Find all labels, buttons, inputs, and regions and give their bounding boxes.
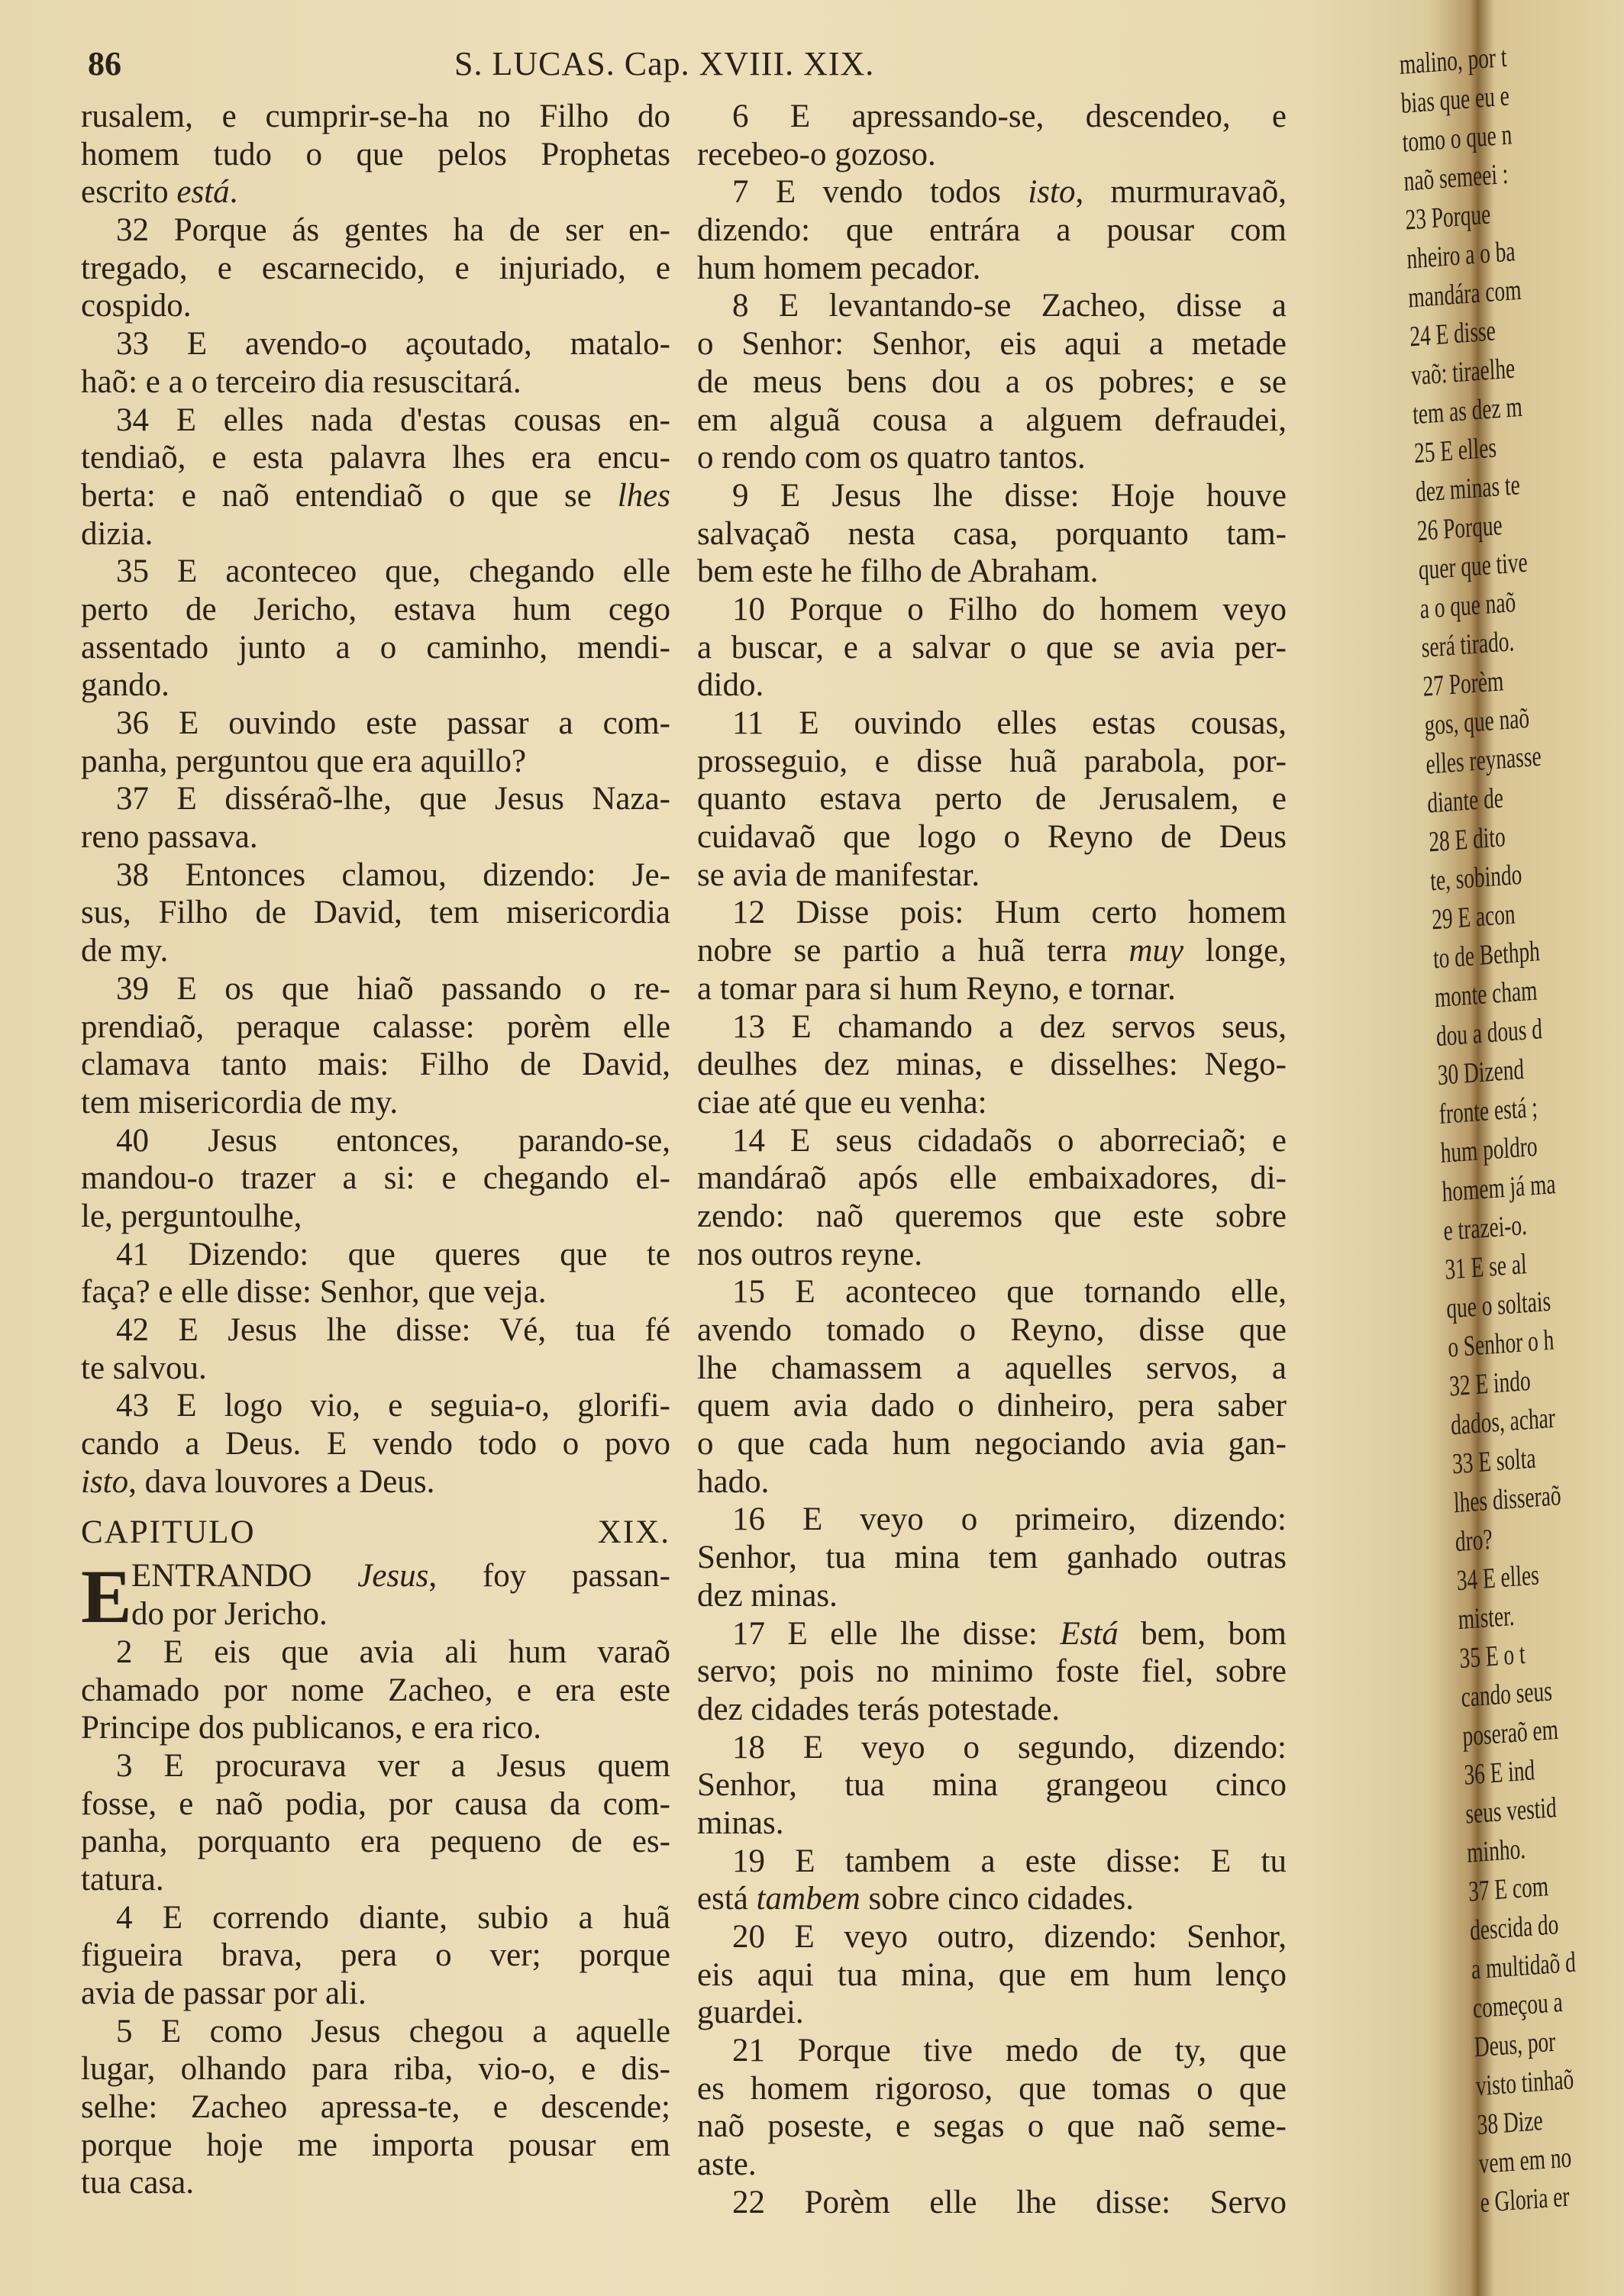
facing-page-line: 35 E o t [1458, 1637, 1526, 1675]
right-column [697, 98, 1287, 2222]
facing-page-line: minho. [1466, 1833, 1526, 1869]
text-line: o que cada hum negociando avia gan- [697, 1426, 1287, 1462]
facing-page-line: 26 Porque [1416, 509, 1503, 548]
text-line: homem tudo o que pelos Prophetas [81, 136, 670, 173]
facing-page-line: 33 E solta [1451, 1442, 1537, 1481]
text-line: nobre se partio a huã terra muy longe, [697, 933, 1287, 969]
text-line: 4 E correndo diante, subio a huã [116, 1899, 670, 1936]
text-line: 42 E Jesus lhe disse: Vé, tua fé [116, 1312, 670, 1348]
text-line: perto de Jericho, estava hum cego [81, 591, 670, 627]
text-line: figueira brava, pera o ver; porque [81, 1937, 670, 1974]
text-line: mandáraõ após elle embaixadores, di- [697, 1160, 1287, 1197]
facing-page-line: mandára com [1407, 273, 1522, 314]
facing-page-line: 34 E elles [1456, 1559, 1540, 1598]
text-line: deulhes dez minas, e disselhes: Nego- [697, 1046, 1287, 1083]
text-line: quanto estava perto de Jerusalem, e [697, 781, 1287, 817]
verse-paragraph [697, 1122, 1287, 1274]
page-number: 86 [88, 45, 121, 82]
verse-paragraph [697, 1615, 1287, 1729]
verses-chapter-18 [81, 98, 670, 1501]
verse-paragraph [697, 894, 1287, 1008]
page-header [80, 44, 935, 90]
text-line: chamado por nome Zacheo, e era este [81, 1672, 670, 1708]
text-line: dizia. [81, 515, 153, 552]
text-line: 5 E como Jesus chegou a aquelle [116, 2013, 670, 2049]
drop-cap: E [81, 1554, 132, 1640]
verse-paragraph [697, 1918, 1287, 2032]
verse-paragraph [81, 1633, 670, 1747]
text-line: servo; pois no minimo foste fiel, sobre [697, 1653, 1287, 1690]
verse-paragraph [81, 1387, 670, 1501]
facing-page-line: visto tinhaõ [1475, 2063, 1574, 2103]
facing-page-line: monte cham [1434, 974, 1538, 1014]
text-line: recebeo-o gozoso. [697, 136, 936, 173]
text-line: haõ: e a o terceiro dia resuscitará. [81, 363, 521, 400]
text-line: o rendo com os quatro tantos. [697, 440, 1086, 476]
facing-page-line: 24 E disse [1409, 314, 1496, 353]
text-line: tatura. [81, 1861, 164, 1898]
text-line: 15 E aconteceo que tornando elle, [732, 1274, 1287, 1311]
verse-paragraph [81, 705, 670, 780]
facing-page-line: malino, por t [1399, 40, 1508, 81]
text-line: 40 Jesus entonces, parando-se, [116, 1122, 670, 1159]
text-line: fosse, e naõ podia, por causa da com- [81, 1785, 670, 1822]
verse-paragraph [81, 780, 670, 856]
facing-page-line: diante de [1426, 782, 1504, 820]
text-line: a buscar, e a salvar o que se avia per- [697, 629, 1287, 666]
verse-paragraph [81, 1122, 670, 1236]
text-line: tua casa. [81, 2165, 195, 2201]
facing-page-line: 36 E ind [1463, 1754, 1535, 1791]
text-line: tem misericordia de my. [81, 1084, 399, 1121]
facing-page-line: 28 E dito [1428, 821, 1506, 859]
facing-page-line: vem em no [1477, 2141, 1572, 2181]
facing-page-line: seus vestid [1464, 1791, 1558, 1830]
text-line: Principe dos publicanos, e era rico. [81, 1710, 542, 1746]
text-line: 18 E veyo o segundo, dizendo: [732, 1729, 1287, 1766]
text-line: Senhor, tua mina tem ganhado outras [697, 1540, 1287, 1576]
verse-paragraph [697, 287, 1287, 476]
verse-paragraph [697, 1501, 1287, 1614]
text-line: le, perguntoulhe, [81, 1198, 302, 1234]
facing-page-line: Deus, por [1474, 2025, 1556, 2064]
facing-page-line: a multidaõ d [1471, 1946, 1577, 1986]
verse-paragraph [697, 1008, 1287, 1122]
text-line: 6 E apressando-se, descendeo, e [732, 98, 1287, 134]
text-line: berta: e naõ entendiaõ o que se lhes [81, 477, 670, 514]
text-line: 3 E procurava ver a Jesus quem [116, 1747, 670, 1784]
facing-page-line: quer que tive [1418, 546, 1529, 587]
text-line: 41 Dizendo: que queres que te [116, 1236, 670, 1272]
facing-page-line: tomo o que n [1401, 118, 1513, 159]
text-line: cuidavaõ que logo o Reyno de Deus [697, 819, 1287, 856]
text-line: prosseguio, e disse huã parabola, por- [697, 743, 1287, 779]
text-line: guardei. [697, 1994, 804, 2031]
text-line: em alguã cousa a alguem defraudei, [697, 401, 1287, 438]
verse-paragraph [697, 477, 1287, 591]
text-line: selhe: Zacheo apressa-te, e descende; [81, 2089, 670, 2126]
text-line: assentado junto a o caminho, mendi- [81, 629, 670, 666]
text-line: 22 Porèm elle lhe disse: Servo [732, 2184, 1287, 2220]
facing-page-line: naõ semeei : [1403, 157, 1509, 198]
text-line: se avia de manifestar. [697, 856, 980, 893]
verse-paragraph [697, 2032, 1287, 2184]
text-line: rusalem, e cumprir-se-ha no Filho do [81, 98, 670, 134]
text-line: 10 Porque o Filho do homem veyo [732, 591, 1287, 627]
text-line: salvaçaõ nesta casa, porquanto tam- [697, 515, 1287, 552]
text-line: gando. [81, 667, 170, 704]
facing-page-line: te, sobindo [1429, 858, 1523, 898]
text-line: 8 E levantando-se Zacheo, disse a [732, 288, 1287, 324]
facing-page-line: cando seus [1460, 1675, 1553, 1714]
text-line: 2 E eis que avia ali hum varaõ [116, 1633, 670, 1670]
facing-page-line: que o soltais [1445, 1285, 1551, 1325]
verse-paragraph [697, 173, 1287, 287]
text-line: eis aqui tua mina, que em hum lenço [697, 1956, 1287, 1993]
text-line: tregado, e escarnecido, e injuriado, e [81, 250, 670, 286]
text-line: 33 E avendo-o açoutado, matalo- [116, 326, 670, 363]
text-line: prendiaõ, peraque calasse: porèm elle [81, 1008, 670, 1045]
text-line: mandou-o trazer a si: e chegando el- [81, 1160, 670, 1197]
verse-paragraph [81, 98, 670, 211]
facing-page-line: dou a dous d [1435, 1013, 1543, 1053]
facing-page-line: to de Bethph [1432, 935, 1541, 975]
text-line: 37 E disséraõ-lhe, que Jesus Naza- [116, 781, 670, 817]
verse-paragraph [697, 2184, 1287, 2222]
text-line: 39 E os que hiaõ passando o re- [116, 970, 670, 1007]
facing-page-line: hum poldro [1439, 1130, 1538, 1169]
facing-page-line: dro? [1454, 1523, 1493, 1559]
text-line: porque hoje me importa pousar em [81, 2127, 670, 2163]
verse-paragraph [81, 1236, 670, 1311]
facing-page-line: o Senhor o h [1447, 1324, 1555, 1364]
verse-paragraph [81, 1899, 670, 2013]
text-line: 7 E vendo todos isto, murmuravaõ, [732, 174, 1287, 211]
text-line: isto, dava louvores a Deus. [81, 1463, 435, 1500]
text-line: 19 E tambem a este disse: E tu [732, 1843, 1287, 1879]
facing-page-line: e trazei-o. [1442, 1208, 1528, 1247]
text-line: dez cidades terás potestade. [697, 1691, 1061, 1727]
verse-paragraph [697, 1843, 1287, 1918]
text-line: 16 E veyo o primeiro, dizendo: [732, 1501, 1287, 1538]
text-line: zendo: naõ queremos que este sobre [697, 1198, 1287, 1234]
text-line: ciae até que eu venha: [697, 1084, 987, 1121]
verse-paragraph [81, 325, 670, 401]
left-column [81, 98, 670, 2202]
text-line: panha, porquanto era pequeno de es- [81, 1824, 670, 1860]
text-line: nos outros reyne. [697, 1236, 922, 1272]
text-line: escrito está. [81, 174, 238, 211]
text-line: 20 E veyo outro, dizendo: Senhor, [732, 1919, 1287, 1955]
text-line: de meus bens dou a os pobres; e se [697, 363, 1287, 400]
facing-page-line: 29 E acon [1431, 898, 1516, 937]
text-line: 9 E Jesus lhe disse: Hoje houve [732, 477, 1287, 514]
text-line: minas. [697, 1804, 784, 1841]
text-line: lhe chamassem a aquelles servos, a [697, 1350, 1287, 1386]
facing-page-line: 38 Dize [1477, 2104, 1544, 2142]
text-line: lugar, olhando para riba, vio-o, e dis- [81, 2051, 670, 2088]
facing-page-line: e Gloria er [1479, 2180, 1571, 2220]
text-line: naõ poseste, e segas o que naõ seme- [697, 2108, 1287, 2145]
facing-page-line: lhes disseraõ [1453, 1479, 1562, 1520]
text-line: te salvou. [81, 1350, 207, 1386]
text-line: faça? e elle disse: Senhor, que veja. [81, 1274, 547, 1311]
verse-paragraph [697, 591, 1287, 705]
text-line: bem este he filho de Abraham. [697, 553, 1099, 590]
text-line: avendo tomado o Reyno, disse que [697, 1312, 1287, 1348]
text-line: cospido. [81, 288, 192, 324]
text-line: hado. [697, 1463, 770, 1500]
verse-paragraph [697, 705, 1287, 894]
facing-page-line: fronte está ; [1438, 1091, 1538, 1131]
text-line: Senhor, tua mina grangeou cinco [697, 1767, 1287, 1804]
facing-page-line: será tirado. [1420, 625, 1515, 664]
facing-page-line: mister. [1458, 1599, 1516, 1637]
text-line: aste. [697, 2146, 757, 2183]
text-line: está tambem sobre cinco cidades. [697, 1881, 1134, 1917]
text-line: 36 E ouvindo este passar a com- [116, 705, 670, 741]
text-line: 13 E chamando a dez servos seus, [732, 1008, 1287, 1045]
text-line: o Senhor: Senhor, eis aqui a metade [697, 326, 1287, 363]
verse-paragraph [81, 2013, 670, 2202]
verse-paragraph [81, 553, 670, 705]
facing-page-line: gos, que naõ [1423, 701, 1530, 742]
text-line: 21 Porque tive medo de ty, que [732, 2033, 1287, 2069]
verse-paragraph [81, 401, 670, 553]
verse-paragraph [697, 1273, 1287, 1501]
text-line: 32 Porque ás gentes ha de ser en- [116, 212, 670, 249]
text-line: dez minas. [697, 1577, 838, 1614]
text-line: 11 E ouvindo elles estas cousas, [732, 705, 1287, 741]
text-line: 14 E seus cidadaõs o aborreciaõ; e [732, 1122, 1287, 1159]
facing-page-line: descida do [1469, 1908, 1560, 1947]
facing-page-line: bias que eu e [1400, 79, 1510, 120]
facing-page-line: a o que naõ [1419, 585, 1516, 625]
text-line: 38 Entonces clamou, dizendo: Je- [116, 856, 670, 893]
facing-page-line: poseraõ em [1461, 1713, 1559, 1753]
facing-page-line: começou a [1472, 1985, 1564, 2025]
text-line: 34 E elles nada d'estas cousas en- [116, 401, 670, 438]
text-line: hum homem pecador. [697, 250, 981, 286]
facing-page-line: elles reynasse [1425, 740, 1542, 781]
verse-paragraph [81, 970, 670, 1122]
text-line: avia de passar por ali. [81, 1975, 366, 2011]
verse-paragraph [697, 1729, 1287, 1843]
text-line: reno passava. [81, 819, 258, 856]
facing-page-line: 30 Dizend [1437, 1053, 1525, 1092]
facing-page-line: 31 E se al [1444, 1248, 1528, 1286]
facing-page-line: 32 E indo [1448, 1364, 1532, 1403]
text-line: panha, perguntou que era aquillo? [81, 743, 527, 779]
facing-page-line: tem as dez m [1412, 390, 1523, 431]
verses-chapter-19 [81, 1633, 670, 2202]
text-line: 17 E elle lhe disse: Está bem, bom [732, 1615, 1287, 1652]
verse-paragraph [81, 211, 670, 325]
verse-paragraph [81, 1747, 670, 1899]
verse-paragraph [697, 98, 1287, 173]
facing-page-edge [1390, 0, 1577, 2296]
text-line: 43 E logo vio, e seguia-o, glorifi- [116, 1388, 670, 1424]
facing-page-line: 25 E elles [1413, 431, 1497, 470]
facing-page-line: 37 E com [1467, 1870, 1549, 1908]
text-line: de my. [81, 933, 169, 969]
first-verse-chapter-19 [81, 1554, 670, 1640]
text-line: quem avia dado o dinheiro, pera saber [697, 1388, 1287, 1424]
text-line: 35 E aconteceo que, chegando elle [116, 553, 670, 590]
text-line: sus, Filho de David, tem misericordia [81, 895, 670, 931]
chapter-heading: CAPITULO XIX. [81, 1514, 670, 1551]
verse-paragraph [81, 856, 670, 970]
verse-paragraph [81, 1311, 670, 1387]
text-line: 12 Disse pois: Hum certo homem [732, 895, 1287, 931]
facing-page-text [1399, 35, 1624, 2223]
text-line: do por Jericho. [131, 1596, 328, 1633]
text-line: dido. [697, 667, 764, 704]
facing-page-line: homem já ma [1441, 1168, 1557, 1208]
text-line: cando a Deus. E vendo todo o povo [81, 1426, 670, 1462]
text-line: dizendo: que entrára a pousar com [697, 212, 1287, 249]
text-line: tendiaõ, e esta palavra lhes era encu- [81, 440, 670, 476]
facing-page-line: nheiro a o ba [1406, 235, 1516, 276]
text-line: a tomar para si hum Reyno, e tornar. [697, 970, 1176, 1007]
text-line: ENTRANDO Jesus, foy passan- [131, 1558, 670, 1595]
facing-page-line: 23 Porque [1404, 198, 1491, 237]
running-head: S. LUCAS. Cap. XVIII. XIX. [454, 45, 875, 82]
text-line: es homem rigoroso, que tomas o que [697, 2070, 1287, 2107]
facing-page-line: vaõ: tiraelhe [1410, 352, 1516, 392]
facing-page-line: dados, achar [1450, 1401, 1556, 1442]
text-line: clamava tanto mais: Filho de David, [81, 1046, 670, 1083]
facing-page-line: 27 Porèm [1422, 665, 1504, 703]
facing-page-line: dez minas te [1415, 469, 1521, 509]
